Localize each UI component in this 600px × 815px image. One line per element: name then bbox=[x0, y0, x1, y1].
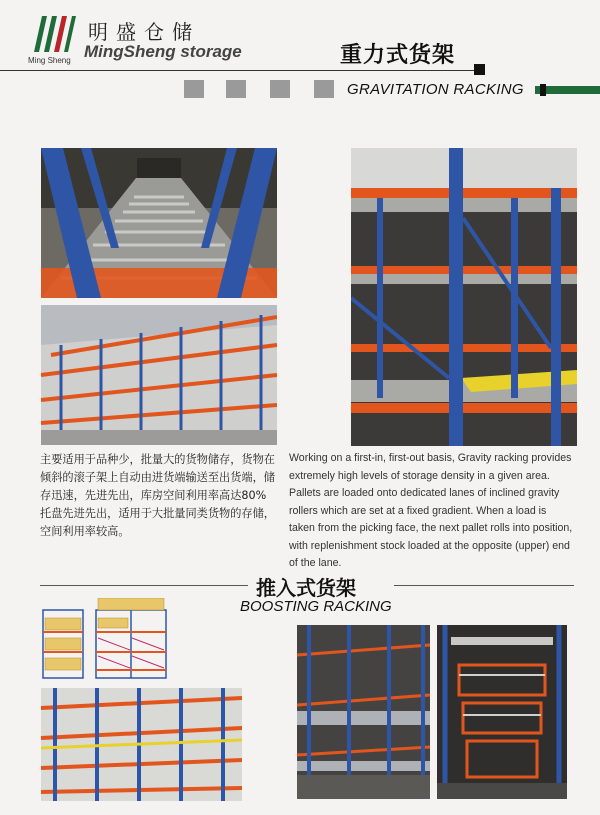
brand-small-label: Ming Sheng bbox=[28, 56, 71, 65]
brand-name-cn: 明盛仓储 bbox=[88, 20, 200, 44]
gravity-roller-lane-photo bbox=[41, 148, 277, 298]
boosting-divider-right bbox=[394, 585, 574, 586]
decor-square bbox=[226, 80, 246, 98]
section-title-cn: 重力式货架 bbox=[340, 43, 456, 68]
gravity-description-en: Working on a first-in, first-out basis, Gravity racking provides extremely high levels of storage density in a given area. Pallets are loaded onto dedicated lanes of inclined gravity rollers which are set at a fixed gradient. When a load is taken from the picking face, the next pallet rolls into position, with replenishment stock loaded at the opposite (upper) end of the lane. bbox=[289, 452, 573, 569]
boosting-rack-aisle-photo bbox=[297, 625, 430, 799]
decor-square bbox=[184, 80, 204, 98]
boosting-rack-wide-photo bbox=[41, 688, 242, 801]
brand-logo bbox=[30, 12, 76, 54]
header-square-marker bbox=[474, 64, 485, 75]
gravity-description-cn: 主要适用于品种少，批量大的货物储存，货物在倾斜的滚子架上自动由进货端输送至出货端，储存迅速，先进先出，库房空间利用率高达80%托盘先进先出，适用于大批量同类货物的存储，空间利用率较高。 bbox=[40, 453, 275, 538]
boosting-rack-cart-photo bbox=[437, 625, 567, 799]
boosting-divider-left bbox=[40, 585, 248, 586]
gravity-rack-closeup-photo bbox=[351, 148, 577, 446]
boosting-title-en: BOOSTING RACKING bbox=[240, 598, 392, 615]
boosting-rack-diagram bbox=[40, 598, 170, 682]
header-divider bbox=[0, 70, 478, 71]
decor-square bbox=[314, 80, 334, 98]
decor-square bbox=[270, 80, 290, 98]
section-title-en: GRAVITATION RACKING bbox=[347, 81, 524, 98]
title-accent-tick bbox=[540, 84, 546, 96]
gravity-rack-rows-photo bbox=[41, 305, 277, 445]
brand-name-en: MingSheng storage bbox=[84, 42, 242, 61]
boosting-title-cn: 推入式货架 bbox=[256, 576, 356, 600]
